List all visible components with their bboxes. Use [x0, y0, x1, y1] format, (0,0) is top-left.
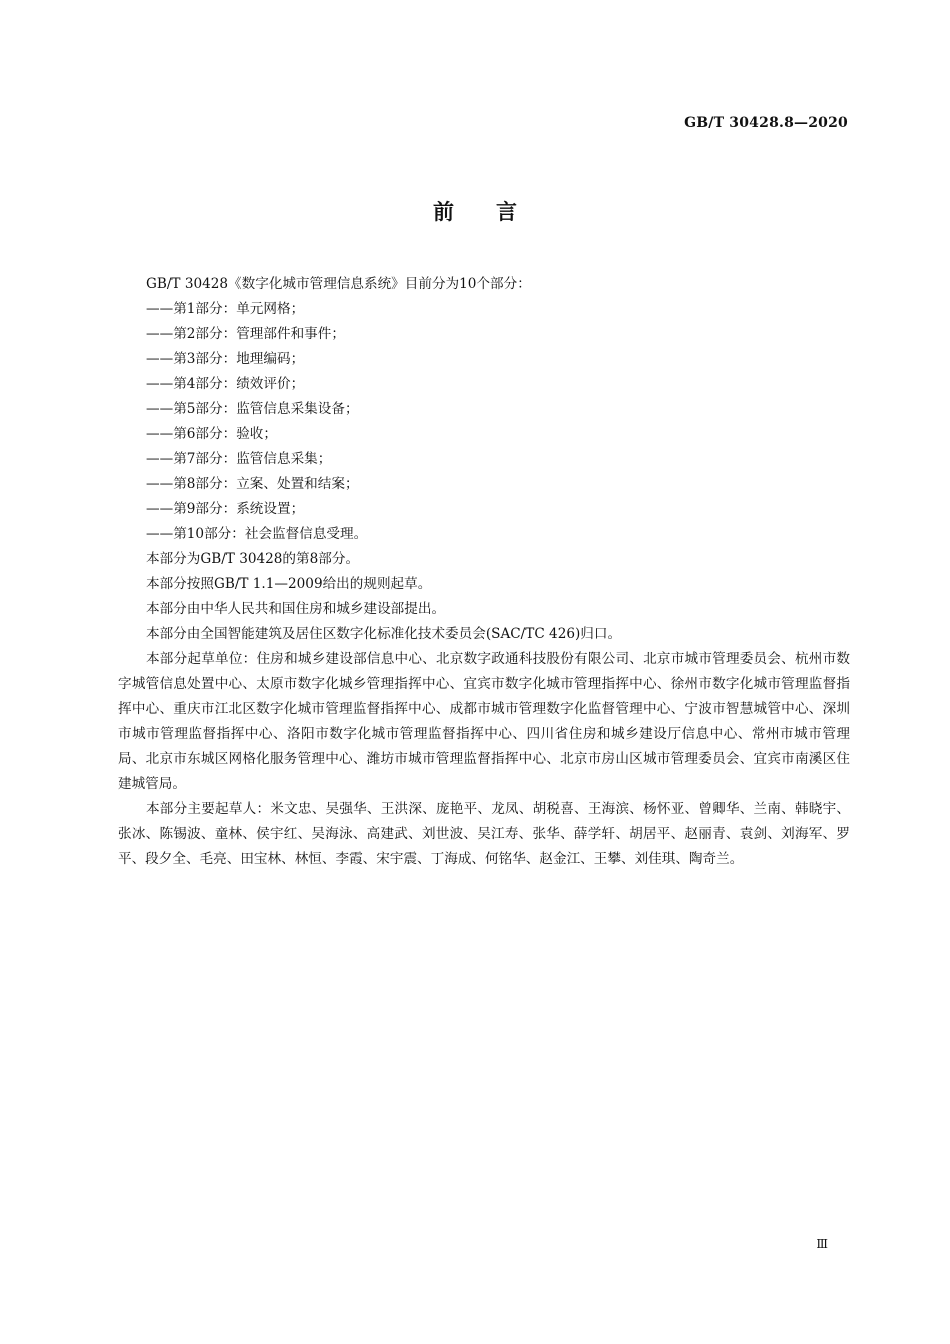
- list-item: ——第6部分：验收；: [146, 426, 277, 442]
- list-item: ——第1部分：单元网格；: [146, 301, 305, 317]
- drafting-units-paragraph: 本部分起草单位：住房和城乡建设部信息中心、北京数字政通科技股份有限公司、北京市城市管理委员会、杭州市数字城管信息处置中心、太原市数字化城乡管理指挥中心、宜宾市数字化城市管理指挥中心、徐州市数字化城市管理监督指挥中心、重庆市江北区数字化城市管理监督指挥中心、成都市城市管理数字化监督管理中心、宁波市智慧城管中心、深圳市城市管理监督指挥中心、洛阳市数字化城市管理监督指挥中心、四川省住房和城乡建设厅信息中心、常州市城市管理局、北京市东城区网格化服务管理中心、潍坊市城市管理监督指挥中心、北京市房山区城市管理委员会、宜宾市南溪区住建城管局。: [118, 651, 850, 792]
- list-item: ——第8部分：立案、处置和结案；: [146, 476, 359, 492]
- page-number: Ⅲ: [816, 1237, 828, 1251]
- paragraph: 本部分由中华人民共和国住房和城乡建设部提出。: [146, 601, 446, 617]
- intro-paragraph: GB/T 30428《数字化城市管理信息系统》目前分为10个部分：: [146, 276, 531, 292]
- list-item: ——第7部分：监管信息采集；: [146, 451, 332, 467]
- foreword-body: [118, 272, 850, 872]
- paragraph: 本部分由全国智能建筑及居住区数字化标准化技术委员会(SAC/TC 426)归口。: [146, 626, 622, 642]
- paragraph: 本部分按照GB/T 1.1—2009给出的规则起草。: [146, 576, 432, 592]
- list-item: ——第3部分：地理编码；: [146, 351, 305, 367]
- standard-number: GB/T 30428.8—2020: [684, 115, 848, 131]
- list-item: ——第2部分：管理部件和事件；: [146, 326, 345, 342]
- paragraph: 本部分为GB/T 30428的第8部分。: [146, 551, 360, 567]
- list-item: ——第10部分：社会监督信息受理。: [146, 526, 368, 542]
- list-item: ——第4部分：绩效评价；: [146, 376, 305, 392]
- page-title: 前 言: [433, 200, 517, 224]
- drafters-paragraph: 本部分主要起草人：米文忠、吴强华、王洪深、庞艳平、龙凤、胡税喜、王海滨、杨怀亚、曾卿华、兰南、韩晓宇、张冰、陈锡波、童林、侯宇红、吴海泳、高建武、刘世波、吴江寿、张华、薛学轩、胡居平、赵丽青、袁剑、刘海军、罗平、段夕全、毛亮、田宝林、林恒、李霞、宋宇震、丁海成、何铭华、赵金江、王攀、刘佳琪、陶奇兰。: [118, 801, 850, 867]
- list-item: ——第5部分：监管信息采集设备；: [146, 401, 359, 417]
- list-item: ——第9部分：系统设置；: [146, 501, 305, 517]
